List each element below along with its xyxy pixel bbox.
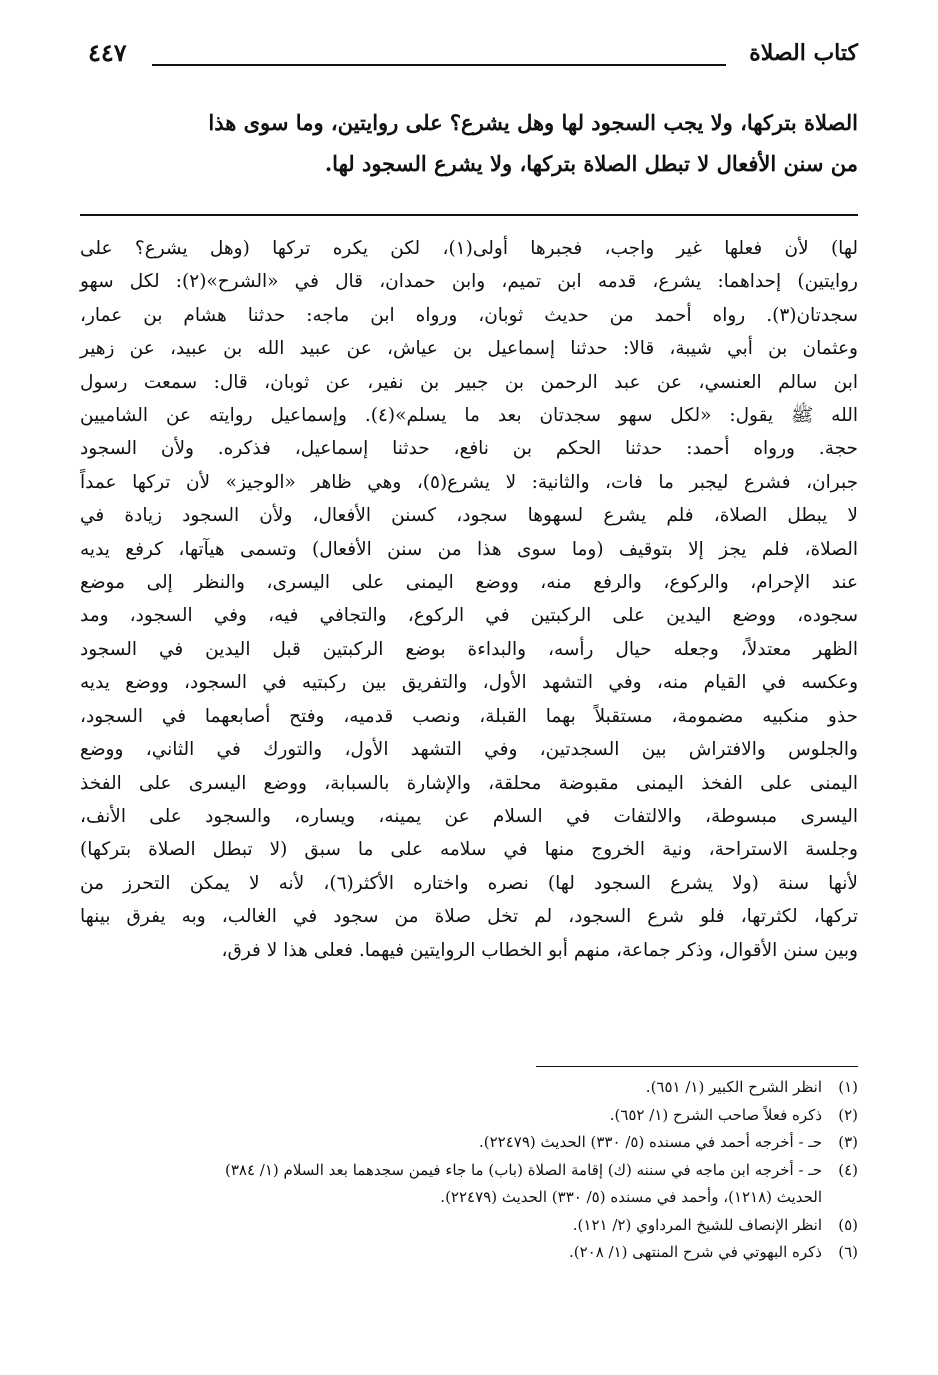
footnote-number: (١) (838, 1078, 858, 1096)
footnote-number: (٥) (838, 1215, 858, 1234)
footnote-text: ذكره فعلاً صاحب الشرح (١/ ٦٥٢). (609, 1105, 822, 1124)
commentary-line: اليمنى على الفخذ اليمنى مقبوضة محلقة، والإشارة بالسبابة، ووضع اليسرى على الفخذ (80, 772, 858, 794)
footnote-number: (٤) (838, 1160, 858, 1179)
chapter-title: كتاب الصلاة (749, 40, 858, 66)
page-number: ٤٤٧ (88, 38, 127, 67)
footnote-text: انظر الشرح الكبير (١/ ٦٥١). (645, 1078, 822, 1096)
footnote (80, 1074, 858, 1102)
commentary-line: وعثمان بن أبي شيبة، قالا: حدثنا إسماعيل بن عياش، عن عبيد الله بن عبيد، عن زهير (80, 338, 858, 360)
footnote (80, 1212, 858, 1240)
commentary-line: والجلوس والافتراش بين السجدتين، وفي التشهد الأول، والتورك في الثاني، ووضع (80, 739, 858, 761)
commentary-line: حذو منكبيه مضمومة، مستقبلاً بهما القبلة، ونصب قدميه، وفتح أصابعهما في السجود، (80, 705, 858, 727)
commentary-line: الله ﷺ يقول: «لكل سهو سجدتان بعد ما يسلم»(٤). وإسماعيل روايته عن الشاميين (80, 405, 859, 427)
main-text-line: الصلاة بتركها، ولا يجب السجود لها وهل يشرع؟ على روايتين، وما سوى هذا (208, 110, 858, 135)
commentary-line: حجة. ورواه أحمد: حدثنا الحكم بن نافع، حدثنا إسماعيل، فذكره. ولأن السجود (80, 438, 858, 460)
footnote-text: حـ - أخرجه ابن ماجه في سننه (ك) إقامة الصلاة (باب) ما جاء فيمن سجدهما بعد السلام (١/ ٣٨٤) (225, 1160, 822, 1179)
footnote-text: الحديث (١٢١٨)، وأحمد في مسنده (٥/ ٣٣٠) الحديث (٢٢٤٧٩). (440, 1188, 822, 1206)
commentary-line: الظهر معتدلاً، وجعله حيال رأسه، والبداءة بوضع الركبتين قبل اليدين في السجود (80, 638, 858, 660)
footnote (80, 1102, 858, 1130)
footnote-rule (536, 1066, 858, 1067)
footnote-number (822, 1184, 858, 1212)
footnotes (80, 1074, 858, 1267)
footnote (80, 1239, 858, 1267)
footnote-continuation (80, 1184, 858, 1212)
commentary-line: عند الإحرام، والركوع، والرفع منه، ووضع اليمنى على اليسرى، والنظر إلى موضع (80, 572, 858, 594)
commentary (80, 232, 858, 967)
commentary-line: ابن سالم العنسي، عن عبد الرحمن بن جبير بن نفير، عن ثوبان، قال: سمعت رسول (80, 371, 858, 393)
header-rule (152, 64, 726, 66)
commentary-line: سجدتان(٣). رواه أحمد من حديث ثوبان، ورواه ابن ماجه: حدثنا هشام بن عمار، (80, 304, 858, 326)
commentary-line: جبران، فشرع ليجبر ما فات، والثانية: لا يشرع(٥)، وهي ظاهر «الوجيز» لأن تركها عمداً (80, 471, 859, 493)
footnote-text: ذكره البهوتي في شرح المنتهى (١/ ٢٠٨). (568, 1243, 822, 1261)
footnote (80, 1129, 858, 1157)
text-separator-rule (80, 214, 858, 216)
commentary-line: وعكسه في القيام منه، وفي التشهد الأول، والتفريق بين ركبتيه في السجود، ووضع يديه (80, 672, 858, 694)
footnote (80, 1157, 858, 1185)
commentary-line: لها) لأن فعلها غير واجب، فجبرها أولى(١)، لكن يكره تركها (وهل يشرع؟ على (80, 238, 858, 259)
commentary-line: سجوده، ووضع اليدين على الركبتين في الركوع، والتجافي فيه، وفي السجود، ومد (80, 605, 858, 627)
running-header (88, 40, 858, 74)
commentary-line: الصلاة، فلم يجز إلا بتوقيف (وما سوى هذا من سنن الأفعال) وتسمى هيآتها، كرفع يديه (80, 538, 858, 560)
footnote-number: (٣) (838, 1133, 858, 1151)
main-text-line: من سنن الأفعال لا تبطل الصلاة بتركها، ولا يشرع السجود لها. (324, 151, 858, 176)
footnote-number: (٢) (838, 1105, 858, 1124)
commentary-line: روايتين) إحداهما: يشرع، قدمه ابن تميم، وابن حمدان، قال في «الشرح»(٢): لكل سهو (80, 271, 858, 293)
main-text (78, 102, 858, 184)
commentary-line: اليسرى مبسوطة، والالتفات في السلام عن يمينه، ويساره، والسجود على الأنف، (80, 805, 858, 827)
footnote-number: (٦) (838, 1243, 858, 1261)
commentary-line: تركها، لكثرتها، فلو شرع السجود، لم تخل صلاة من سجود في الغالب، وبه يفرق بينها (80, 906, 858, 928)
footnote-text: حـ - أخرجه أحمد في مسنده (٥/ ٣٣٠) الحديث (٢٢٤٧٩). (479, 1133, 822, 1151)
commentary-line: وبين سنن الأقوال، وذكر جماعة، منهم أبو الخطاب الروايتين فيهما. فعلى هذا لا فرق، (221, 939, 858, 961)
commentary-line: لأنها سنة (ولا يشرع السجود لها) نصره واختاره الأكثر(٦)، لأنه لا يمكن التحرز من (80, 872, 858, 894)
commentary-line: وجلسة الاستراحة، ونية الخروج منها في سلامه على ما سبق (لا تبطل الصلاة بتركها) (80, 839, 858, 861)
commentary-line: لا يبطل الصلاة، فلم يشرع لسهوها سجود، كسنن الأفعال، ولأن السجود زيادة في (80, 505, 858, 527)
footnote-text: انظر الإنصاف للشيخ المرداوي (٢/ ١٢١). (572, 1215, 822, 1234)
